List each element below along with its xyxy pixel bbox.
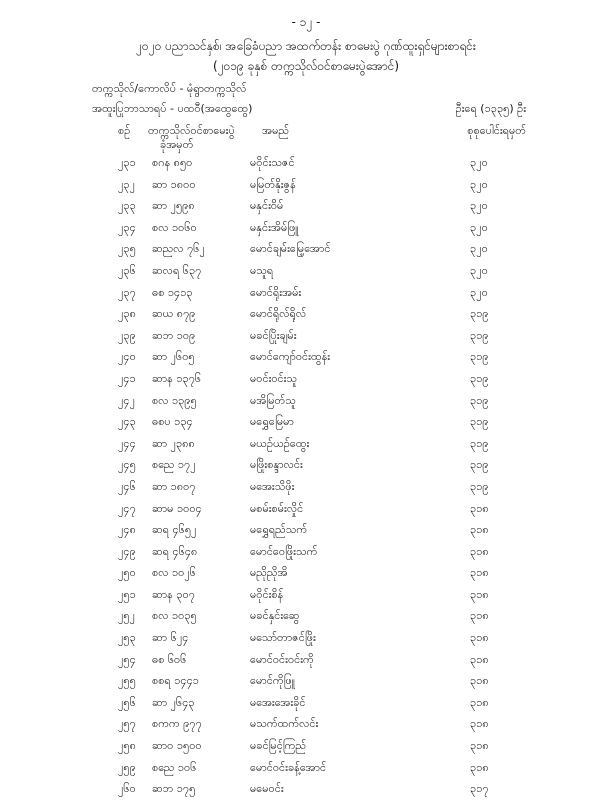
row-number: ၂၄၇ (118, 501, 136, 515)
table-row (0, 499, 612, 521)
student-name: မမြတ်နိုးဇွန် (250, 177, 296, 191)
roll-number: ဆဘ ၁၀၉ (152, 328, 196, 342)
row-number: ၂၆၀ (118, 782, 136, 796)
roll-number: ဆာဝ ၁၅၀၀ (152, 739, 202, 753)
roll-number: ဆာ ၂၅၉၈ (152, 199, 195, 213)
total-marks: ၃၂၀ (470, 285, 488, 299)
total-marks: ၃၁၉ (470, 436, 489, 450)
total-marks: ၃၁၈ (470, 609, 489, 623)
table-row (0, 542, 612, 564)
total-marks: ၃၁၈ (470, 631, 489, 645)
total-marks: ၃၁၉ (470, 350, 489, 364)
student-name: မနှင်းဝိမ် (250, 199, 284, 213)
student-name: မသူရ (250, 263, 274, 277)
total-marks: ၃၁၈ (470, 544, 489, 558)
row-number: ၂၅၃ (118, 631, 136, 645)
column-header-name: အမည် (262, 124, 290, 137)
row-number: ၂၃၂ (118, 177, 135, 191)
roll-number: ဆဘ ၁၇၅ (152, 782, 196, 796)
table-row (0, 218, 612, 240)
column-header-roll-number: တက္ကသိုလ်ဝင်စာမေးပွဲ (148, 124, 235, 137)
student-name: မောင်ရိုလ်ရိုလ် (250, 307, 307, 321)
row-number: ၂၅၈ (118, 739, 136, 753)
roll-number: ဆာ ၆၂၄ (152, 631, 189, 645)
total-marks: ၃၁၈ (470, 652, 489, 666)
results-table (0, 153, 612, 801)
student-name: မောင်ဝင်းဝင်းကို (250, 652, 314, 666)
table-row (0, 758, 612, 780)
student-name: မဝိုင်းစိန် (250, 587, 284, 601)
table-row (0, 175, 612, 197)
student-name: မဝင်းဝင်းသူ (250, 371, 298, 385)
table-row (0, 455, 612, 477)
total-marks: ၃၂၀ (470, 242, 488, 256)
total-marks: ၃၁၈ (470, 739, 489, 753)
total-marks: ၃၂၀ (470, 177, 488, 191)
total-marks: ၃၁၈ (470, 717, 489, 731)
student-name: မောင်ရိုးအမ်း (250, 285, 302, 299)
column-header-no: စဉ် (118, 124, 131, 137)
row-number: ၂၅၆ (118, 695, 136, 709)
row-number: ၂၄၆ (118, 479, 136, 493)
table-row (0, 283, 612, 305)
total-marks: ၃၁၉ (470, 393, 489, 407)
roll-number: ဆာ ၂၆၀၅ (152, 350, 195, 364)
roll-number: ဆရ ၄၆၅၂ (152, 523, 197, 537)
student-name: မသော်တာဇင်ဖြိုး (250, 631, 316, 645)
roll-number: ဆယ ၈၇၉ (152, 307, 196, 321)
student-name: မောင်ဝင်းခန့်အောင် (250, 760, 327, 774)
table-row (0, 196, 612, 218)
page-number: - ၁၂ - (291, 15, 321, 29)
table-row (0, 369, 612, 391)
column-header-roll-number-line2: ခုံအမှတ် (160, 138, 194, 151)
total-marks: ၃၁၉ (470, 415, 489, 429)
total-marks: ၃၂၀ (470, 199, 488, 213)
row-number: ၂၄၈ (118, 523, 136, 537)
roll-number: ဆာမ ၁၀၀၄ (152, 501, 202, 515)
total-marks: ၃၂၀ (470, 156, 488, 169)
subject-line: အထူးပြုဘာသာရပ် - ပထဝီ(အထွေထွေ) (92, 102, 253, 115)
row-number: ၂၅၀ (118, 566, 136, 580)
total-marks: ၃၁၉ (470, 328, 489, 342)
table-row (0, 239, 612, 261)
row-number: ၂၄၃ (118, 415, 136, 429)
table-row (0, 434, 612, 456)
roll-number: ဆာန ၃၀၇ (152, 587, 195, 601)
roll-number: စညေ ၁၀၆ (152, 760, 197, 774)
student-name: မခင်ပြိုးချမ်း (250, 328, 297, 342)
student-name: မအေးသိဖိုး (250, 479, 295, 493)
roll-number: စလ ၁၀၂၆ (152, 566, 196, 580)
student-name: မဖြိုးစန္ဒာလင်း (250, 458, 303, 472)
table-row (0, 693, 612, 715)
table-row (0, 606, 612, 628)
row-number: ၂၄၁ (118, 371, 136, 385)
roll-number: ဓစပ ၁၃၄ (152, 415, 193, 429)
row-number: ၂၃၆ (118, 263, 136, 277)
student-name: မခင်နှင်းဆွေ (250, 609, 300, 623)
total-marks: ၃၁၈ (470, 674, 489, 688)
row-number: ၂၃၄ (118, 220, 136, 234)
student-name: မညိုညိုအိ (250, 566, 288, 580)
table-row (0, 520, 612, 542)
total-marks: ၃၁၈ (470, 501, 489, 515)
document-title: ၂၀၂၀ ပညာသင်နှစ်၊ အခြေခံပညာ အထက်တန်း စာမေးပွဲ ဂုဏ်ထူးရှင်များစာရင်း (136, 39, 476, 53)
row-number: ၂၄၅ (118, 458, 136, 472)
row-number: ၂၅၉ (118, 760, 136, 774)
student-name: မအေးအေးခိုင် (250, 695, 306, 709)
table-row (0, 714, 612, 736)
table-row (0, 153, 612, 175)
total-marks: ၃၁၉ (470, 371, 489, 385)
row-number: ၂၃၈ (118, 307, 136, 321)
roll-number: စကက ၉၇၇ (152, 717, 202, 731)
roll-number: စညေ ၁၇၂ (152, 458, 196, 472)
roll-number: စလ ၁၀၃၅ (152, 609, 197, 623)
roll-number: ဆညလ ၇၆၂ (152, 242, 205, 256)
table-row (0, 650, 612, 672)
table-row (0, 585, 612, 607)
row-number: ၂၄၂ (118, 393, 135, 407)
roll-number: စလ ၁၃၉၅ (152, 393, 197, 407)
candidate-count: ဦးရေ (၁၃၃၅) ဦး (455, 102, 526, 115)
student-name: မောင်ဝေဖြိုးသက် (250, 544, 318, 558)
student-name: မနှင်းအိမ်ဖြူ (250, 220, 299, 234)
row-number: ၂၄၀ (118, 350, 136, 364)
roll-number: ဆလရ ၆၃၇ (152, 263, 202, 277)
roll-number: ဆာ ၂၃၈၈ (152, 436, 195, 450)
roll-number: ဓစ ၆၀၆ (152, 652, 187, 666)
total-marks: ၃၁၈ (470, 566, 489, 580)
row-number: ၂၃၇ (118, 285, 136, 299)
row-number: ၂၃၅ (118, 242, 136, 256)
table-row (0, 304, 612, 326)
document-subtitle: (၂၀၁၉ ခုနှစ် တက္ကသိုလ်ဝင်စာမေးပွဲအောင်) (212, 59, 400, 73)
table-row (0, 477, 612, 499)
student-name: မမေဝင်း (250, 782, 284, 796)
roll-number: ဆာ ၁၈၀၇ (152, 479, 196, 493)
table-row (0, 412, 612, 434)
row-number: ၂၄၄ (118, 436, 136, 450)
total-marks: ၃၁၉ (470, 479, 489, 493)
student-name: မခင်မြင့်ကြည် (250, 739, 307, 753)
row-number: ၂၃၁ (118, 156, 136, 169)
student-name: မသက်ထက်လင်း (250, 717, 319, 731)
student-name: မယဉ်ယဉ်ထွေး (250, 436, 310, 450)
total-marks: ၃၁၉ (470, 458, 489, 472)
row-number: ၂၄၉ (118, 544, 136, 558)
roll-number: ဓစ ၁၄၁၃ (152, 285, 193, 299)
roll-number: စစရ ၁၄၄၁ (152, 674, 199, 688)
row-number: ၂၃၉ (118, 328, 136, 342)
total-marks: ၃၂၀ (470, 263, 488, 277)
student-name: မရွှေမြေမာ (250, 415, 294, 429)
table-row (0, 261, 612, 283)
table-row (0, 779, 612, 801)
roll-number: စဂန ၈၅၀ (152, 156, 193, 169)
student-name: မောင်ချမ်းမြေ့အောင် (250, 242, 331, 256)
roll-number: ဆာန ၁၃၇၆ (152, 371, 202, 385)
total-marks: ၃၁၉ (470, 307, 489, 321)
row-number: ၂၅၇ (118, 717, 136, 731)
row-number: ၂၅၄ (118, 652, 136, 666)
student-name: မအိမြတ်သူ (250, 393, 296, 407)
roll-number: ဆာ ၁၈၀၀ (152, 177, 196, 191)
table-row (0, 347, 612, 369)
roll-number: ဆာ ၂၆၄၃ (152, 695, 195, 709)
university-line: တက္ကသိုလ်/ကောလိပ် - မုံရွာတက္ကသိုလ် (92, 82, 247, 95)
row-number: ၂၅၅ (118, 674, 136, 688)
total-marks: ၃၁၈ (470, 587, 489, 601)
table-row (0, 736, 612, 758)
student-name: မောင်ကိုဖြူ (250, 674, 295, 688)
roll-number: စလ ၁၀၆၀ (152, 220, 197, 234)
table-row (0, 326, 612, 348)
row-number: ၂၅၂ (118, 609, 135, 623)
student-name: မရွှေရည်သက် (250, 523, 308, 537)
column-header-total-marks: စုစုပေါင်းရမှတ် (467, 124, 526, 137)
table-row (0, 563, 612, 585)
total-marks: ၃၁၈ (470, 523, 489, 537)
student-name: မဝိုင်းသဇင် (250, 156, 295, 169)
table-row (0, 628, 612, 650)
total-marks: ၃၁၇ (470, 782, 489, 796)
student-name: မစမ်းစမ်းလှိုင် (250, 501, 304, 515)
table-row (0, 671, 612, 693)
total-marks: ၃၁၈ (470, 760, 489, 774)
total-marks: ၃၂၀ (470, 220, 488, 234)
table-row (0, 391, 612, 413)
student-name: မောင်ကျော်ဝင်းထွန်း (250, 350, 331, 364)
roll-number: ဆရ ၄၆၄၈ (152, 544, 198, 558)
row-number: ၂၅၁ (118, 587, 136, 601)
row-number: ၂၃၃ (118, 199, 136, 213)
total-marks: ၃၁၈ (470, 695, 489, 709)
